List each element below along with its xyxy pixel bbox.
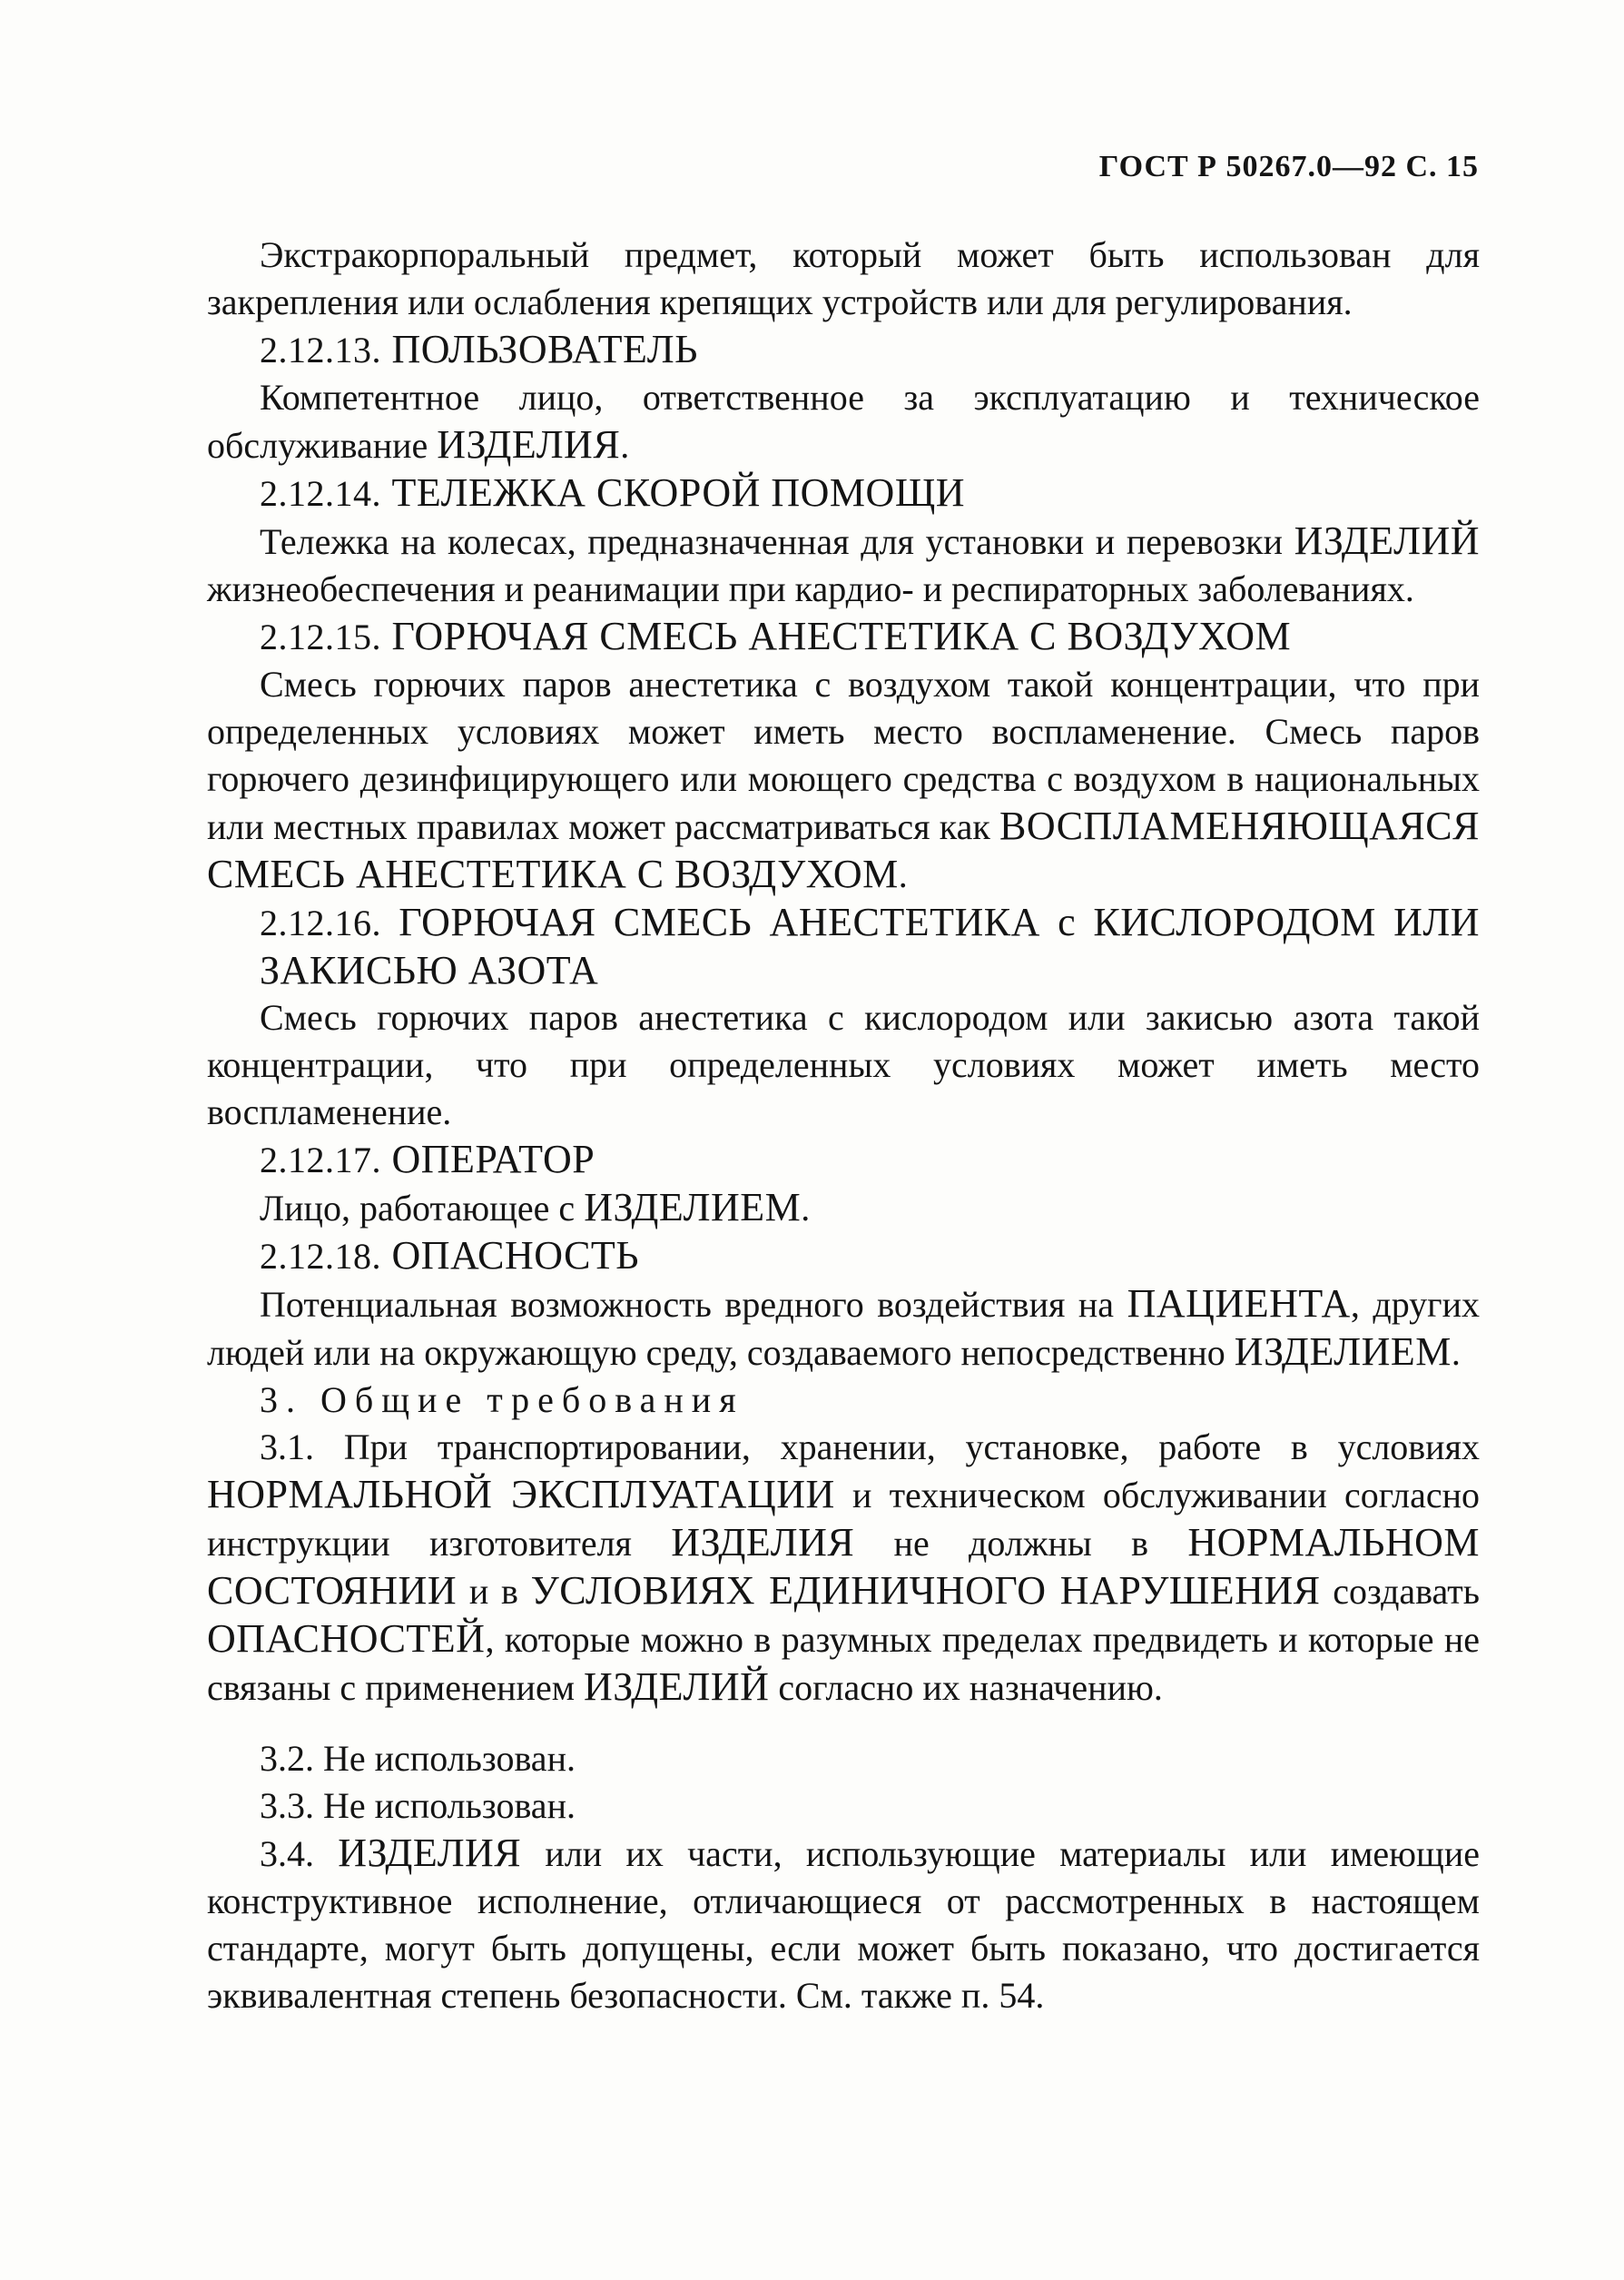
paragraph-definition-end: Экстракорпоральный предмет, который может быть использован для закрепления или ослабления крепящих устройств или для регулирования. xyxy=(207,234,1480,322)
paragraph-anesthetic-air: Смесь горючих паров анестетика с воздухом такой концентрации, что при определенных условиях может иметь место воспламенение. Смесь паров горючего дезинфицирующего или моющего средства с воздухом в национальных или местных правилах может рассматриваться как ВОСПЛАМЕНЯЮЩАЯСЯ СМЕСЬ АНЕСТЕТИКА С ВОЗДУХОМ. xyxy=(207,664,1480,896)
paragraph-3-3: 3.3. Не использован. xyxy=(260,1785,576,1826)
heading-2-12-16: 2.12.16. ГОРЮЧАЯ СМЕСЬ АНЕСТЕТИКА с КИСЛОРОДОМ ИЛИ ЗАКИСЬЮ АЗОТА xyxy=(260,900,1480,992)
paragraph-operator: Лицо, работающее с ИЗДЕЛИЕМ. xyxy=(260,1185,811,1229)
heading-2-12-15: 2.12.15. ГОРЮЧАЯ СМЕСЬ АНЕСТЕТИКА С ВОЗДУХОМ xyxy=(260,614,1292,658)
page-header: ГОСТ Р 50267.0—92 С. 15 xyxy=(1098,150,1479,183)
paragraph-3-4: 3.4. ИЗДЕЛИЯ или их части, использующие материалы или имеющие конструктивное исполнение, отличающиеся от рассмотренных в настоящем стандарте, могут быть допущены, если может быть показано, что достигается эквивалентная степень безопасности. См. также п. 54. xyxy=(207,1831,1481,2016)
heading-2-12-14: 2.12.14. ТЕЛЕЖКА СКОРОЙ ПОМОЩИ xyxy=(260,470,965,515)
paragraph-user-definition: Компетентное лицо, ответственное за эксплуатацию и техническое обслуживание ИЗДЕЛИЯ. xyxy=(207,377,1480,467)
heading-2-12-18: 2.12.18. ОПАСНОСТЬ xyxy=(260,1233,640,1278)
paragraph-anesthetic-oxygen: Смесь горючих паров анестетика с кислородом или закисью азота такой концентрации, что при определенных условиях может иметь место воспламенение. xyxy=(207,997,1480,1132)
section-3-title: 3. Общие требования xyxy=(260,1379,744,1420)
paragraph-3-2: 3.2. Не использован. xyxy=(260,1738,576,1779)
paragraph-hazard: Потенциальная возможность вредного воздействия на ПАЦИЕНТА, других людей или на окружающую среду, создаваемого непосредственно ИЗДЕЛИЕМ. xyxy=(207,1281,1480,1374)
paragraph-ambulance-trolley: Тележка на колесах, предназначенная для установки и перевозки ИЗДЕЛИЙ жизнеобеспечения и реанимации при кардио- и респираторных заболеваниях. xyxy=(207,518,1480,609)
heading-2-12-13: 2.12.13. ПОЛЬЗОВАТЕЛЬ xyxy=(260,327,698,371)
paragraph-3-1: 3.1. При транспортировании, хранении, установке, работе в условиях НОРМАЛЬНОЙ ЭКСПЛУАТАЦИИ и техническом обслуживании согласно инструкции изготовителя ИЗДЕЛИЯ не должны в НОРМАЛЬНОМ СОСТОЯНИИ и в УСЛОВИЯХ ЕДИНИЧНОГО НАРУШЕНИЯ создавать ОПАСНОСТЕЙ, которые можно в разумных пределах предвидеть и которые не связаны с применением ИЗДЕЛИЙ согласно их назначению. xyxy=(207,1426,1481,1709)
heading-2-12-17: 2.12.17. ОПЕРАТОР xyxy=(260,1137,595,1181)
document-body xyxy=(207,232,1480,2019)
